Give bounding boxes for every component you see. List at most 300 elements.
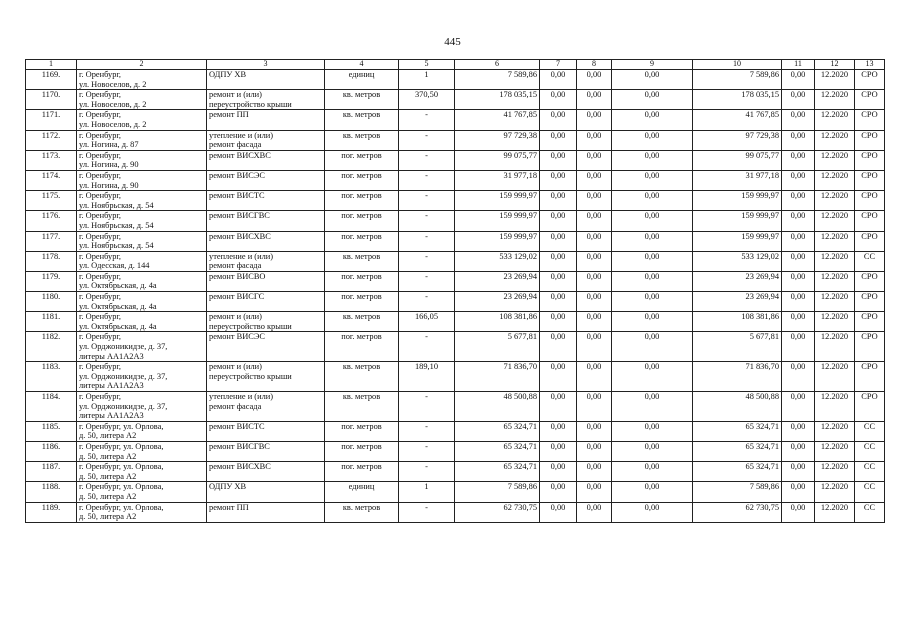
date-cell: 12.2020 — [815, 231, 855, 251]
column-number-1: 1 — [26, 60, 77, 70]
address-line: ул. Ногина, д. 87 — [79, 140, 139, 150]
value-col11-cell: 0,00 — [782, 211, 815, 231]
value-col11-cell: 0,00 — [782, 502, 815, 522]
unit-cell: кв. метров — [325, 251, 399, 271]
table-row — [26, 90, 885, 110]
cost-cell: 65 324,71 — [455, 441, 540, 461]
quantity-cell: - — [399, 392, 455, 422]
quantity-cell: 1 — [399, 70, 455, 90]
column-number-4: 4 — [325, 60, 399, 70]
row-number: 1180. — [26, 292, 77, 312]
address-line: ул. Ноябрьская, д. 54 — [79, 241, 154, 251]
row-number: 1189. — [26, 502, 77, 522]
row-number: 1171. — [26, 110, 77, 130]
work-type-cell — [207, 150, 325, 170]
total-cell: 159 999,97 — [693, 231, 782, 251]
table-row — [26, 292, 885, 312]
value-col11-cell: 0,00 — [782, 191, 815, 211]
work-line: ремонт ВИСВО — [209, 271, 266, 281]
total-cell: 159 999,97 — [693, 211, 782, 231]
value-col9-cell: 0,00 — [612, 292, 693, 312]
method-cell: СРО — [855, 130, 885, 150]
address-line: литеры АА1А2А3 — [79, 351, 144, 361]
cost-cell: 65 324,71 — [455, 462, 540, 482]
row-number: 1187. — [26, 462, 77, 482]
address-cell — [77, 211, 207, 231]
total-cell: 23 269,94 — [693, 292, 782, 312]
cost-cell: 97 729,38 — [455, 130, 540, 150]
method-cell: СРО — [855, 292, 885, 312]
address-line: д. 50, литера А2 — [79, 451, 137, 461]
address-cell — [77, 191, 207, 211]
value-col9-cell: 0,00 — [612, 312, 693, 332]
quantity-cell: - — [399, 150, 455, 170]
cost-cell: 159 999,97 — [455, 211, 540, 231]
quantity-cell: - — [399, 170, 455, 190]
value-col11-cell: 0,00 — [782, 90, 815, 110]
table-row — [26, 482, 885, 502]
unit-cell: кв. метров — [325, 312, 399, 332]
address-line: г. Оренбург, — [79, 90, 122, 100]
value-col8-cell: 0,00 — [577, 482, 612, 502]
total-cell: 99 075,77 — [693, 150, 782, 170]
method-cell: СРО — [855, 271, 885, 291]
method-cell: СС — [855, 251, 885, 271]
value-col7-cell: 0,00 — [540, 150, 577, 170]
method-cell: СС — [855, 462, 885, 482]
column-number-7: 7 — [540, 60, 577, 70]
row-number: 1173. — [26, 150, 77, 170]
work-line: ремонт ПП — [209, 110, 249, 120]
cost-cell: 65 324,71 — [455, 421, 540, 441]
value-col11-cell: 0,00 — [782, 251, 815, 271]
address-line: г. Оренбург, — [79, 251, 122, 261]
column-number-3: 3 — [207, 60, 325, 70]
address-line: г. Оренбург, — [79, 110, 122, 120]
address-line: г. Оренбург, — [79, 70, 122, 79]
unit-cell: кв. метров — [325, 362, 399, 392]
work-line: ОДПУ ХВ — [209, 482, 247, 492]
value-col11-cell: 0,00 — [782, 312, 815, 332]
method-cell: СРО — [855, 332, 885, 362]
address-line: г. Оренбург, — [79, 362, 122, 372]
unit-cell: кв. метров — [325, 110, 399, 130]
work-type-cell — [207, 231, 325, 251]
address-line: г. Оренбург, — [79, 332, 122, 342]
row-number: 1172. — [26, 130, 77, 150]
address-line: ул. Ноябрьская, д. 54 — [79, 200, 154, 210]
date-cell: 12.2020 — [815, 170, 855, 190]
value-col11-cell: 0,00 — [782, 332, 815, 362]
value-col8-cell: 0,00 — [577, 251, 612, 271]
address-cell — [77, 251, 207, 271]
date-cell: 12.2020 — [815, 130, 855, 150]
table-row — [26, 251, 885, 271]
value-col8-cell: 0,00 — [577, 292, 612, 312]
date-cell: 12.2020 — [815, 421, 855, 441]
unit-cell: кв. метров — [325, 392, 399, 422]
date-cell: 12.2020 — [815, 312, 855, 332]
value-col9-cell: 0,00 — [612, 211, 693, 231]
value-col8-cell: 0,00 — [577, 231, 612, 251]
date-cell: 12.2020 — [815, 110, 855, 130]
value-col11-cell: 0,00 — [782, 392, 815, 422]
address-line: г. Оренбург, — [79, 130, 122, 140]
quantity-cell: - — [399, 110, 455, 130]
method-cell: СРО — [855, 170, 885, 190]
unit-cell: кв. метров — [325, 502, 399, 522]
value-col11-cell: 0,00 — [782, 231, 815, 251]
value-col8-cell: 0,00 — [577, 191, 612, 211]
work-type-cell — [207, 90, 325, 110]
unit-cell: единиц — [325, 482, 399, 502]
row-number: 1185. — [26, 421, 77, 441]
value-col11-cell: 0,00 — [782, 170, 815, 190]
work-line: ремонт ПП — [209, 502, 249, 512]
address-line: г. Оренбург, ул. Орлова, — [79, 441, 164, 451]
cost-cell: 108 381,86 — [455, 312, 540, 332]
date-cell: 12.2020 — [815, 150, 855, 170]
address-cell — [77, 271, 207, 291]
work-line: ремонт ВИСТС — [209, 421, 265, 431]
cost-cell: 7 589,86 — [455, 482, 540, 502]
address-cell — [77, 462, 207, 482]
address-line: д. 50, литера А2 — [79, 512, 137, 522]
value-col9-cell: 0,00 — [612, 150, 693, 170]
row-number: 1181. — [26, 312, 77, 332]
total-cell: 31 977,18 — [693, 170, 782, 190]
value-col7-cell: 0,00 — [540, 211, 577, 231]
value-col8-cell: 0,00 — [577, 462, 612, 482]
unit-cell: пог. метров — [325, 292, 399, 312]
work-line: ремонт фасада — [209, 140, 262, 150]
quantity-cell: - — [399, 271, 455, 291]
address-line: г. Оренбург, — [79, 191, 122, 201]
date-cell: 12.2020 — [815, 392, 855, 422]
value-col11-cell: 0,00 — [782, 482, 815, 502]
work-type-cell — [207, 70, 325, 90]
value-col9-cell: 0,00 — [612, 90, 693, 110]
value-col9-cell: 0,00 — [612, 332, 693, 362]
cost-cell: 41 767,85 — [455, 110, 540, 130]
table-row — [26, 231, 885, 251]
address-line: г. Оренбург, — [79, 170, 122, 180]
address-cell — [77, 70, 207, 90]
date-cell: 12.2020 — [815, 482, 855, 502]
work-line: ремонт ВИСГС — [209, 292, 265, 302]
total-cell: 41 767,85 — [693, 110, 782, 130]
method-cell: СРО — [855, 70, 885, 90]
value-col7-cell: 0,00 — [540, 362, 577, 392]
unit-cell: кв. метров — [325, 130, 399, 150]
total-cell: 62 730,75 — [693, 502, 782, 522]
cost-cell: 178 035,15 — [455, 90, 540, 110]
value-col9-cell: 0,00 — [612, 191, 693, 211]
total-cell: 7 589,86 — [693, 482, 782, 502]
work-type-cell — [207, 392, 325, 422]
address-cell — [77, 130, 207, 150]
quantity-cell: 189,10 — [399, 362, 455, 392]
table-row — [26, 130, 885, 150]
total-cell: 97 729,38 — [693, 130, 782, 150]
value-col8-cell: 0,00 — [577, 441, 612, 461]
total-cell: 23 269,94 — [693, 271, 782, 291]
table-row — [26, 211, 885, 231]
work-type-cell — [207, 271, 325, 291]
cost-cell: 23 269,94 — [455, 292, 540, 312]
total-cell: 108 381,86 — [693, 312, 782, 332]
work-line: ремонт ВИСЭС — [209, 170, 265, 180]
value-col8-cell: 0,00 — [577, 110, 612, 130]
method-cell: СРО — [855, 312, 885, 332]
work-line: переустройство крыши — [209, 99, 292, 109]
address-cell — [77, 332, 207, 362]
date-cell: 12.2020 — [815, 211, 855, 231]
quantity-cell: - — [399, 441, 455, 461]
quantity-cell: - — [399, 332, 455, 362]
work-type-cell — [207, 502, 325, 522]
address-cell — [77, 421, 207, 441]
address-line: ул. Одесская, д. 144 — [79, 261, 150, 271]
value-col7-cell: 0,00 — [540, 170, 577, 190]
value-col7-cell: 0,00 — [540, 332, 577, 362]
unit-cell: кв. метров — [325, 90, 399, 110]
table-row — [26, 191, 885, 211]
work-line: ремонт ВИСХВС — [209, 150, 271, 160]
row-number: 1178. — [26, 251, 77, 271]
total-cell: 65 324,71 — [693, 462, 782, 482]
work-line: ремонт ВИСТС — [209, 191, 265, 201]
value-col7-cell: 0,00 — [540, 191, 577, 211]
total-cell: 5 677,81 — [693, 332, 782, 362]
total-cell: 65 324,71 — [693, 441, 782, 461]
work-line: утепление и (или) — [209, 392, 274, 401]
address-line: ул. Орджоникидзе, д. 37, — [79, 342, 168, 352]
date-cell: 12.2020 — [815, 271, 855, 291]
method-cell: СРО — [855, 90, 885, 110]
cost-cell: 71 836,70 — [455, 362, 540, 392]
address-cell — [77, 441, 207, 461]
total-cell: 178 035,15 — [693, 90, 782, 110]
date-cell: 12.2020 — [815, 70, 855, 90]
date-cell: 12.2020 — [815, 441, 855, 461]
work-type-cell — [207, 312, 325, 332]
work-line: ремонт ВИСГВС — [209, 211, 270, 221]
work-type-cell — [207, 191, 325, 211]
value-col7-cell: 0,00 — [540, 251, 577, 271]
column-number-8: 8 — [577, 60, 612, 70]
quantity-cell: - — [399, 292, 455, 312]
table-row — [26, 312, 885, 332]
quantity-cell: - — [399, 211, 455, 231]
unit-cell: пог. метров — [325, 150, 399, 170]
address-line: г. Оренбург, ул. Орлова, — [79, 502, 164, 512]
value-col9-cell: 0,00 — [612, 170, 693, 190]
quantity-cell: - — [399, 191, 455, 211]
work-type-cell — [207, 441, 325, 461]
address-line: ул. Октябрьская, д. 4а — [79, 321, 157, 331]
value-col7-cell: 0,00 — [540, 70, 577, 90]
address-line: г. Оренбург, — [79, 312, 122, 322]
address-line: д. 50, литера А2 — [79, 491, 137, 501]
table-row — [26, 441, 885, 461]
date-cell: 12.2020 — [815, 292, 855, 312]
row-number: 1169. — [26, 70, 77, 90]
date-cell: 12.2020 — [815, 462, 855, 482]
value-col8-cell: 0,00 — [577, 271, 612, 291]
unit-cell: пог. метров — [325, 421, 399, 441]
column-number-2: 2 — [77, 60, 207, 70]
value-col9-cell: 0,00 — [612, 110, 693, 130]
unit-cell: пог. метров — [325, 271, 399, 291]
register-table — [25, 59, 885, 523]
date-cell: 12.2020 — [815, 502, 855, 522]
value-col7-cell: 0,00 — [540, 421, 577, 441]
row-number: 1179. — [26, 271, 77, 291]
cost-cell: 48 500,88 — [455, 392, 540, 422]
column-number-12: 12 — [815, 60, 855, 70]
address-line: г. Оренбург, ул. Орлова, — [79, 462, 164, 472]
value-col8-cell: 0,00 — [577, 150, 612, 170]
value-col7-cell: 0,00 — [540, 441, 577, 461]
value-col7-cell: 0,00 — [540, 312, 577, 332]
work-type-cell — [207, 170, 325, 190]
table-row — [26, 170, 885, 190]
page-number: 445 — [444, 36, 461, 48]
total-cell: 48 500,88 — [693, 392, 782, 422]
total-cell: 159 999,97 — [693, 191, 782, 211]
date-cell: 12.2020 — [815, 90, 855, 110]
address-cell — [77, 150, 207, 170]
method-cell: СРО — [855, 110, 885, 130]
value-col9-cell: 0,00 — [612, 362, 693, 392]
address-cell — [77, 90, 207, 110]
column-number-row — [26, 60, 885, 70]
cost-cell: 99 075,77 — [455, 150, 540, 170]
value-col9-cell: 0,00 — [612, 441, 693, 461]
value-col8-cell: 0,00 — [577, 312, 612, 332]
method-cell: СРО — [855, 191, 885, 211]
table-row — [26, 110, 885, 130]
quantity-cell: - — [399, 251, 455, 271]
value-col9-cell: 0,00 — [612, 462, 693, 482]
value-col8-cell: 0,00 — [577, 332, 612, 362]
value-col9-cell: 0,00 — [612, 231, 693, 251]
address-line: ул. Ноябрьская, д. 54 — [79, 220, 154, 230]
value-col7-cell: 0,00 — [540, 292, 577, 312]
value-col7-cell: 0,00 — [540, 392, 577, 422]
row-number: 1170. — [26, 90, 77, 110]
total-cell: 65 324,71 — [693, 421, 782, 441]
row-number: 1174. — [26, 170, 77, 190]
address-line: ул. Орджоникидзе, д. 37, — [79, 401, 168, 411]
work-line: ремонт ВИСХВС — [209, 462, 271, 472]
total-cell: 7 589,86 — [693, 70, 782, 90]
work-line: ремонт ВИСГВС — [209, 441, 270, 451]
total-cell: 533 129,02 — [693, 251, 782, 271]
address-cell — [77, 110, 207, 130]
unit-cell: пог. метров — [325, 441, 399, 461]
work-type-cell — [207, 251, 325, 271]
address-cell — [77, 292, 207, 312]
row-number: 1175. — [26, 191, 77, 211]
work-line: переустройство крыши — [209, 371, 292, 381]
method-cell: СРО — [855, 150, 885, 170]
work-type-cell — [207, 211, 325, 231]
unit-cell: единиц — [325, 70, 399, 90]
address-cell — [77, 362, 207, 392]
value-col11-cell: 0,00 — [782, 70, 815, 90]
work-type-cell — [207, 110, 325, 130]
date-cell: 12.2020 — [815, 362, 855, 392]
quantity-cell: - — [399, 462, 455, 482]
quantity-cell: 370,50 — [399, 90, 455, 110]
address-line: ул. Ногина, д. 90 — [79, 160, 139, 170]
value-col11-cell: 0,00 — [782, 441, 815, 461]
cost-cell: 5 677,81 — [455, 332, 540, 362]
quantity-cell: 1 — [399, 482, 455, 502]
method-cell: СРО — [855, 211, 885, 231]
address-cell — [77, 312, 207, 332]
quantity-cell: - — [399, 421, 455, 441]
column-number-6: 6 — [455, 60, 540, 70]
address-cell — [77, 231, 207, 251]
table-row — [26, 150, 885, 170]
table-row — [26, 70, 885, 90]
value-col8-cell: 0,00 — [577, 392, 612, 422]
work-type-cell — [207, 292, 325, 312]
value-col8-cell: 0,00 — [577, 90, 612, 110]
value-col8-cell: 0,00 — [577, 170, 612, 190]
value-col7-cell: 0,00 — [540, 271, 577, 291]
value-col9-cell: 0,00 — [612, 70, 693, 90]
unit-cell: пог. метров — [325, 211, 399, 231]
value-col11-cell: 0,00 — [782, 150, 815, 170]
value-col11-cell: 0,00 — [782, 362, 815, 392]
address-line: г. Оренбург, ул. Орлова, — [79, 482, 164, 492]
cost-cell: 62 730,75 — [455, 502, 540, 522]
table-row — [26, 362, 885, 392]
value-col7-cell: 0,00 — [540, 110, 577, 130]
address-cell — [77, 482, 207, 502]
column-number-5: 5 — [399, 60, 455, 70]
column-number-9: 9 — [612, 60, 693, 70]
address-cell — [77, 502, 207, 522]
address-line: д. 50, литера А2 — [79, 431, 137, 441]
unit-cell: пог. метров — [325, 462, 399, 482]
value-col8-cell: 0,00 — [577, 130, 612, 150]
row-number: 1182. — [26, 332, 77, 362]
address-line: г. Оренбург, — [79, 150, 122, 160]
address-line: д. 50, литера А2 — [79, 471, 137, 481]
address-line: литеры АА1А2А3 — [79, 381, 144, 391]
value-col7-cell: 0,00 — [540, 482, 577, 502]
cost-cell: 23 269,94 — [455, 271, 540, 291]
cost-cell: 31 977,18 — [455, 170, 540, 190]
address-line: ул. Новоселов, д. 2 — [79, 119, 147, 129]
work-type-cell — [207, 462, 325, 482]
method-cell: СС — [855, 441, 885, 461]
row-number: 1184. — [26, 392, 77, 422]
address-line: ул. Октябрьская, д. 4а — [79, 281, 157, 291]
value-col11-cell: 0,00 — [782, 110, 815, 130]
address-cell — [77, 170, 207, 190]
row-number: 1177. — [26, 231, 77, 251]
value-col7-cell: 0,00 — [540, 90, 577, 110]
method-cell: СС — [855, 421, 885, 441]
cost-cell: 7 589,86 — [455, 70, 540, 90]
date-cell: 12.2020 — [815, 251, 855, 271]
